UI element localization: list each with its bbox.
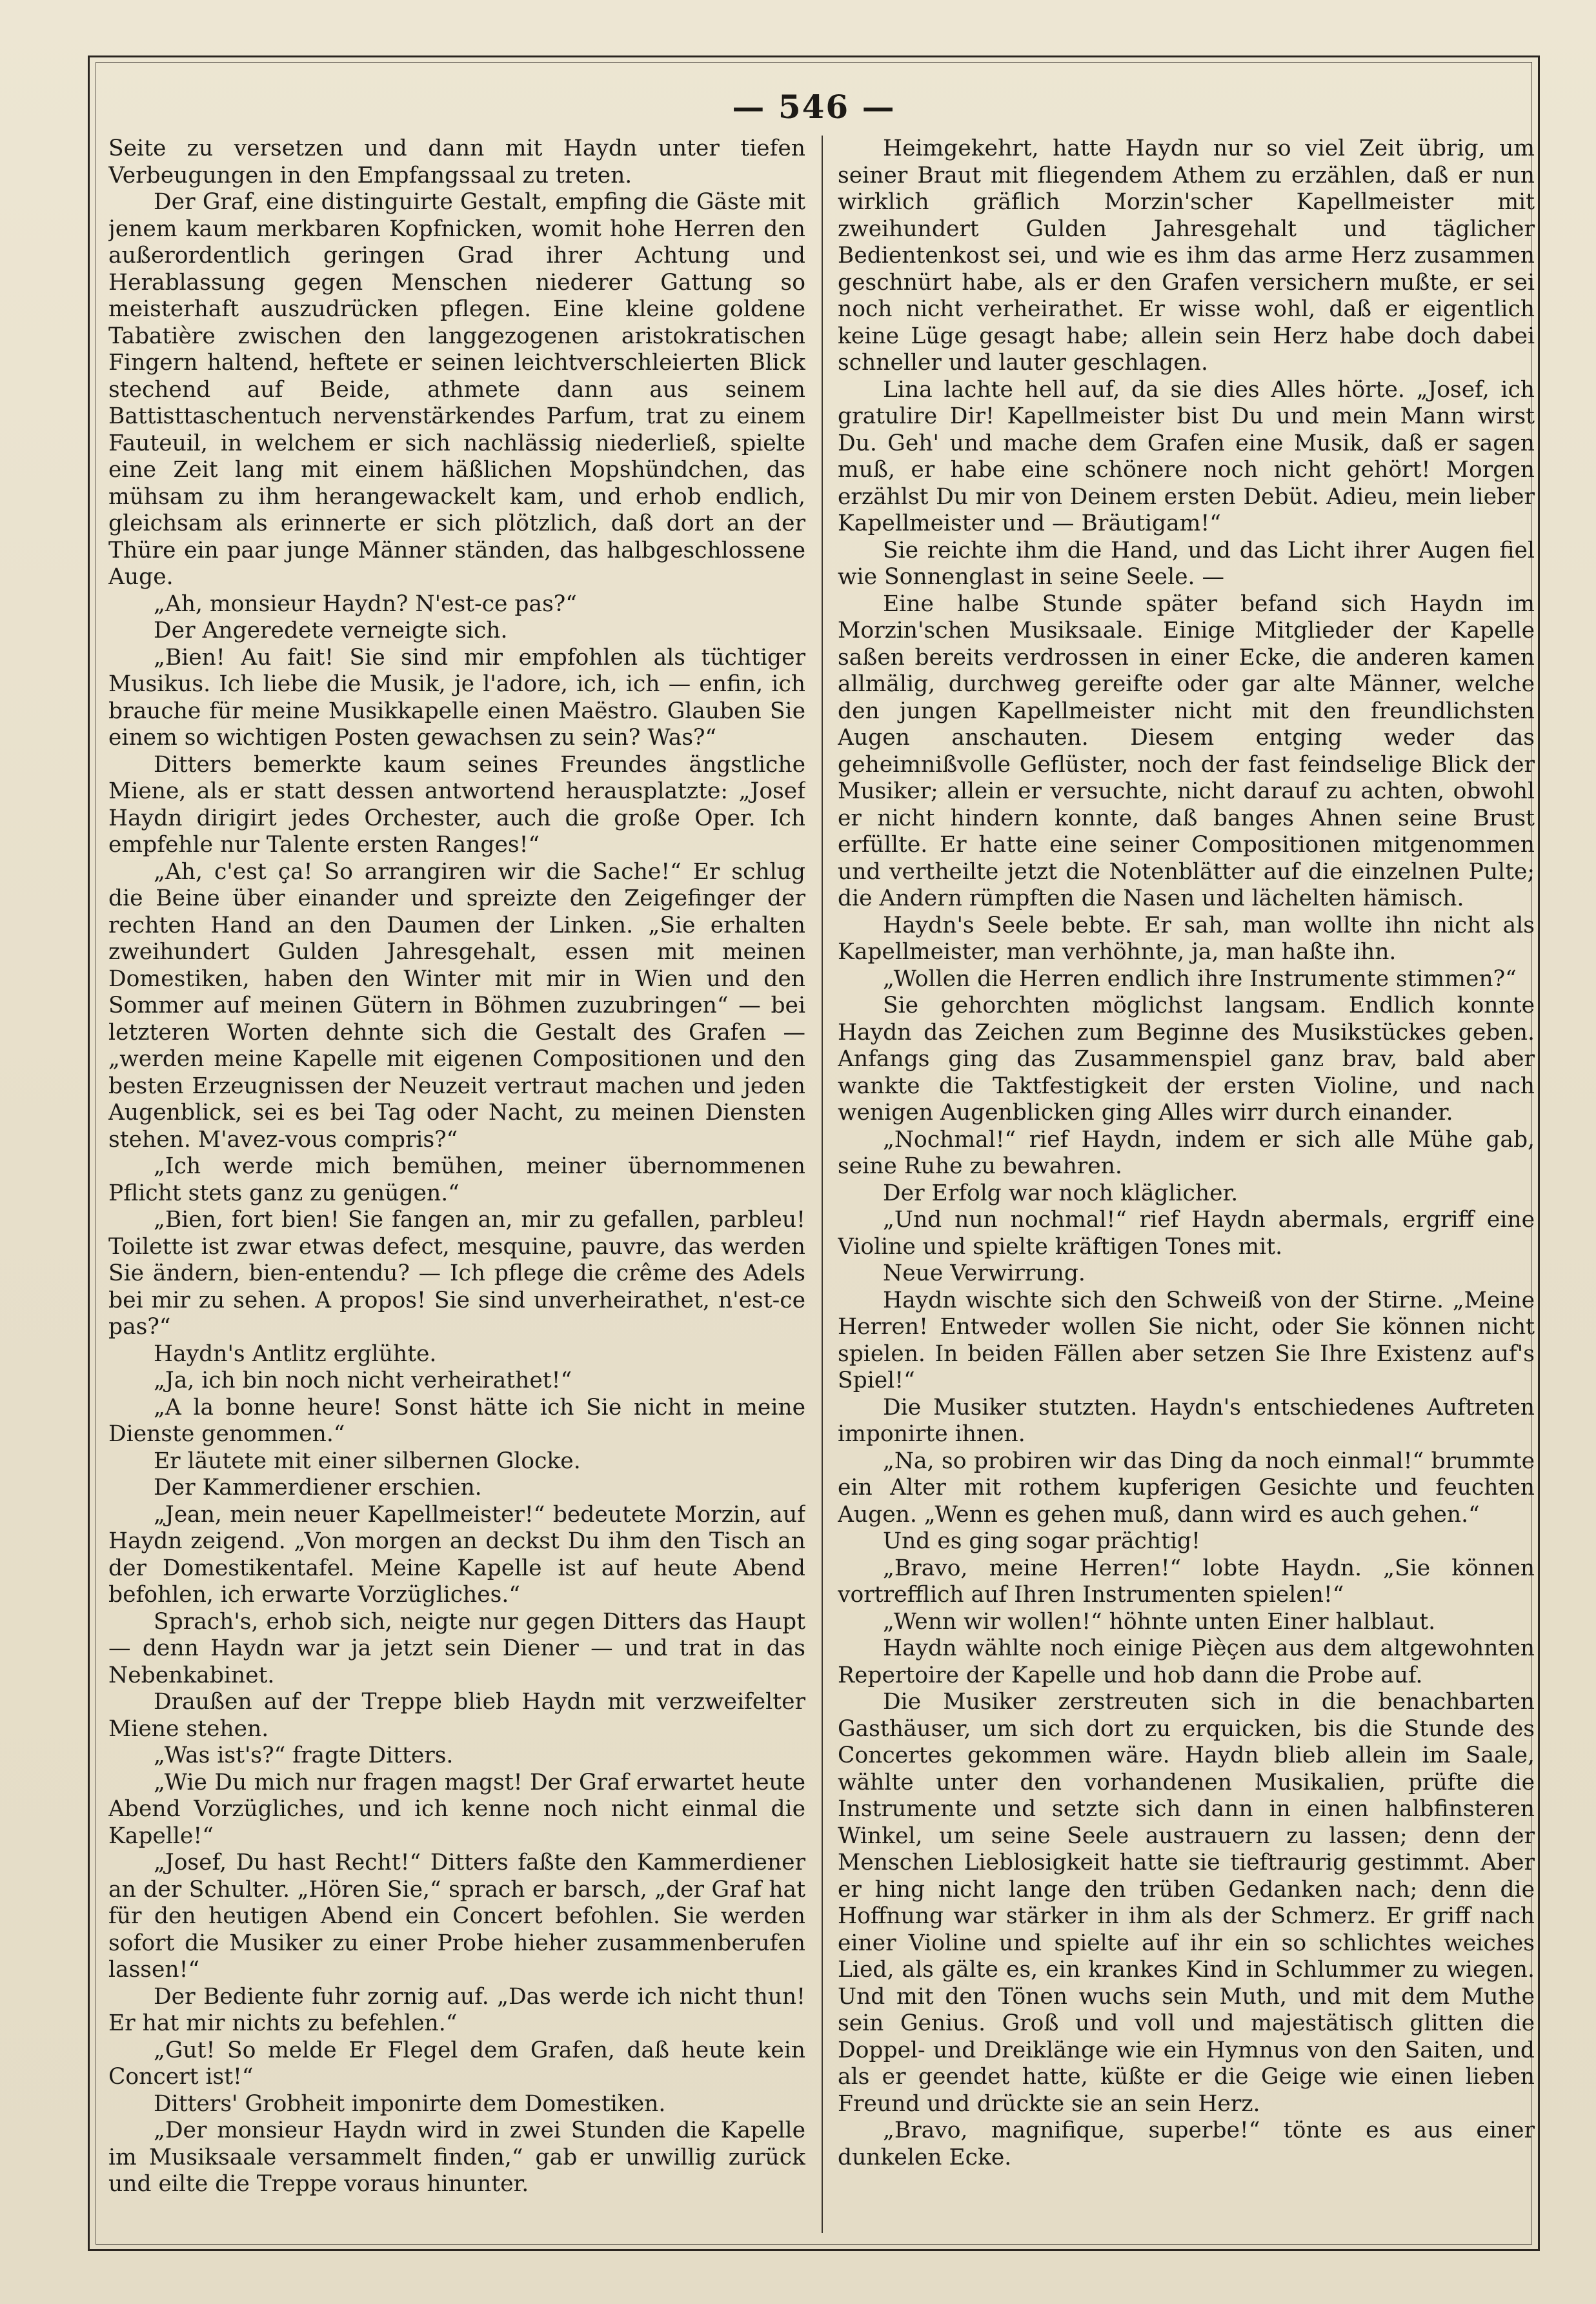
paragraph: Seite zu versetzen und dann mit Haydn unter tiefen Verbeugungen in den Empfangssaal zu treten.: [108, 136, 805, 188]
paragraph: Neue Verwirrung.: [883, 1260, 1086, 1286]
paragraph: „Bravo, magnifique, superbe!“ tönte es aus einer dunkelen Ecke.: [838, 2117, 1535, 2170]
paragraph: „Nochmal!“ rief Haydn, indem er sich alle Mühe gab, seine Ruhe zu bewahren.: [838, 1126, 1535, 1179]
paragraph: „Wie Du mich nur fragen magst! Der Graf erwartet heute Abend Vorzügliches, und ich kenne noch nicht einmal die Kapelle!“: [108, 1769, 805, 1849]
page-header: [96, 77, 1532, 142]
paragraph: Ditters bemerkte kaum seines Freundes ängstliche Miene, als er statt dessen antwortend herausplatzte: „Josef Haydn dirigirt jedes Orchester, auch die große Oper. Ich empfehle nur Talente ersten Ranges!“: [108, 751, 805, 858]
paragraph: „A la bonne heure! Sonst hätte ich Sie nicht in meine Dienste genommen.“: [108, 1394, 805, 1447]
paragraph: Er läutete mit einer silbernen Glocke.: [154, 1448, 581, 1474]
paragraph: Der Graf, eine distinguirte Gestalt, empfing die Gäste mit jenem kaum merkbaren Kopfnicken, womit hohe Herren den außerordentlich geringen Grad ihrer Achtung und Herablassung gegen Menschen niederer Gattung so meisterhaft auszudrücken pflegen. Eine kleine goldene Tabatière zwischen den langgezogenen aristokratischen Fingern haltend, heftete er seinen leichtverschleierten Blick stechend auf Beide, athmete dann aus seinem Battisttaschentuch nervenstärkendes Parfum, trat zu einem Fauteuil, in welchem er sich nachlässig niederließ, spielte eine Zeit lang mit einem häßlichen Mopshündchen, das mühsam zu ihm herangewackelt kam, und erhob endlich, gleichsam als erinnerte er sich plötzlich, daß dort an der Thüre ein paar junge Männer ständen, das halbgeschlossene Auge.: [108, 189, 805, 590]
paragraph: Heimgekehrt, hatte Haydn nur so viel Zeit übrig, um seiner Braut mit fliegendem Athem zu erzählen, daß er nun wirklich gräflich Morzin'scher Kapellmeister mit zweihundert Gulden Jahresgehalt und täglicher Bedientenkost sei, und wie es ihm das arme Herz zusammen geschnürt habe, als er den Grafen versichern mußte, er sei noch nicht verheirathet. Er wisse wohl, daß er eigentlich keine Lüge gesagt habe; allein sein Herz habe doch dabei schneller und lauter geschlagen.: [838, 136, 1535, 376]
paragraph: Ditters' Grobheit imponirte dem Domestiken.: [154, 2090, 666, 2117]
paragraph: „Josef, Du hast Recht!“ Ditters faßte den Kammerdiener an der Schulter. „Hören Sie,“ sprach er barsch, „der Graf hat für den heutigen Abend ein Concert befohlen. Sie werden sofort die Musiker zu einer Probe hieher zusammenberufen lassen!“: [108, 1850, 805, 1983]
paragraph: Sprach's, erhob sich, neigte nur gegen Ditters das Haupt — denn Haydn war ja jetzt sein Diener — und trat in das Nebenkabinet.: [108, 1608, 805, 1688]
paragraph: „Gut! So melde Er Flegel dem Grafen, daß heute kein Concert ist!“: [108, 2037, 805, 2090]
paragraph: „Wollen die Herren endlich ihre Instrumente stimmen?“: [883, 965, 1517, 992]
paragraph: Haydn's Seele bebte. Er sah, man wollte ihn nicht als Kapellmeister, man verhöhnte, ja, man haßte ihn.: [838, 912, 1535, 965]
paragraph: Haydn's Antlitz erglühte.: [154, 1340, 437, 1367]
paragraph: „Was ist's?“ fragte Ditters.: [154, 1743, 454, 1768]
paragraph: „Ah, c'est ça! So arrangiren wir die Sache!“ Er schlug die Beine über einander und spreizte den Zeigefinger der rechten Hand an den Daumen der Linken. „Sie erhalten zweihundert Gulden Jahresgehalt, essen mit meinen Domestiken, haben den Winter mit mir in Wien und den Sommer auf meinen Gütern in Böhmen zuzubringen“ — bei letzteren Worten dehnte sich die Gestalt des Grafen — „werden meine Kapelle mit eigenen Compositionen und den besten Erzeugnissen der Neuzeit vertraut machen und jeden Augenblick, sei es bei Tag oder Nacht, zu meinen Diensten stehen. M'avez-vous compris?“: [108, 858, 805, 1153]
paragraph: „Ich werde mich bemühen, meiner übernommenen Pflicht stets ganz zu genügen.“: [108, 1153, 805, 1206]
paragraph: Haydn wählte noch einige Pièçen aus dem altgewohnten Repertoire der Kapelle und hob dann die Probe auf.: [838, 1635, 1535, 1688]
page-number: — 546 —: [732, 88, 896, 126]
paragraph: Draußen auf der Treppe blieb Haydn mit verzweifelter Miene stehen.: [108, 1689, 805, 1742]
text-column-right: [838, 136, 1535, 2227]
column-divider: [822, 136, 823, 2233]
paragraph: „Und nun nochmal!“ rief Haydn abermals, ergriff eine Violine und spielte kräftigen Tones mit.: [838, 1207, 1535, 1260]
paragraph: Haydn wischte sich den Schweiß von der Stirne. „Meine Herren! Entweder wollen Sie nicht, oder Sie können nicht spielen. In beiden Fällen aber setzen Sie Ihre Existenz auf's Spiel!“: [838, 1287, 1535, 1393]
paragraph: Der Bediente fuhr zornig auf. „Das werde ich nicht thun! Er hat mir nichts zu befehlen.“: [108, 1983, 805, 2036]
paragraph: „Wenn wir wollen!“ höhnte unten Einer halblaut.: [883, 1608, 1436, 1635]
paragraph: Und es ging sogar prächtig!: [883, 1528, 1200, 1554]
paragraph: „Ah, monsieur Haydn? N'est-ce pas?“: [154, 591, 577, 617]
paragraph: Der Erfolg war noch kläglicher.: [883, 1180, 1238, 1206]
paragraph: Sie reichte ihm die Hand, und das Licht ihrer Augen fiel wie Sonnenglast in seine Seele. —: [838, 537, 1535, 590]
paragraph: Die Musiker zerstreuten sich in die benachbarten Gasthäuser, um sich dort zu erquicken, bis die Stunde des Concertes gekommen wäre. Haydn blieb allein im Saale, wählte unter den vorhandenen Musikalien, prüfte die Instrumente und setzte sich dann in einen halbfinsteren Winkel, um seine Seele austrauern zu lassen; denn der Menschen Lieblosigkeit hatte sie tieftraurig gestimmt. Aber er hing nicht lange den trüben Gedanken nach; denn die Hoffnung war stärker in ihm als der Schmerz. Er griff nach einer Violine und spielte auf ihr ein so schlichtes weiches Lied, als gälte es, ein krankes Kind in Schlummer zu wiegen. Und mit den Tönen wuchs sein Muth, und mit dem Muthe sein Genius. Groß und voll und majestätisch glitten die Doppel- und Dreiklänge wie ein Hymnus von den Saiten, und als er geendet hatte, küßte er die Geige wie einen lieben Freund und drückte sie an sein Herz.: [838, 1689, 1535, 2117]
paragraph: „Bien, fort bien! Sie fangen an, mir zu gefallen, parbleu! Toilette ist zwar etwas defect, mesquine, pauvre, das werden Sie ändern, bien-entendu? — Ich pflege die crême des Adels bei mir zu sehen. A propos! Sie sind unverheirathet, n'est-ce pas?“: [108, 1207, 805, 1340]
paragraph: Eine halbe Stunde später befand sich Haydn im Morzin'schen Musiksaale. Einige Mitglieder der Kapelle saßen bereits verdrossen in einer Ecke, die anderen kamen allmälig, durchweg gereifte oder gar alte Männer, welche den jungen Kapellmeister nicht mit den freundlichsten Augen anschauten. Diesem entging weder das geheimnißvolle Geflüster, noch der fast feindselige Blick der Musiker; allein er versuchte, nicht darauf zu achten, obwohl er nicht hindern konnte, daß banges Ahnen seine Brust erfüllte. Er hatte eine seiner Compositionen mitgenommen und vertheilte jetzt die Notenblätter auf die einzelnen Pulte; die Andern rümpften die Nasen und lächelten hämisch.: [838, 591, 1535, 911]
paragraph: Die Musiker stutzten. Haydn's entschiedenes Auftreten imponirte ihnen.: [838, 1394, 1535, 1447]
paragraph: „Jean, mein neuer Kapellmeister!“ bedeutete Morzin, auf Haydn zeigend. „Von morgen an deckst Du ihm den Tisch an der Domestikentafel. Meine Kapelle ist auf heute Abend befohlen, ich erwarte Vorzügliches.“: [108, 1501, 805, 1608]
paragraph: „Ja, ich bin noch nicht verheirathet!“: [154, 1368, 572, 1393]
paragraph: „Der monsieur Haydn wird in zwei Stunden die Kapelle im Musiksaale versammelt finden,“ gab er unwillig zurück und eilte die Treppe voraus hinunter.: [108, 2117, 805, 2197]
paragraph: Der Kammerdiener erschien.: [154, 1475, 482, 1501]
paragraph: Der Angeredete verneigte sich.: [154, 618, 508, 643]
paragraph: „Bien! Au fait! Sie sind mir empfohlen als tüchtiger Musikus. Ich liebe die Musik, je l'adore, ich, ich — enfin, ich brauche für meine Musikkapelle einen Maëstro. Glauben Sie einem so wichtigen Posten gewachsen zu sein? Was?“: [108, 644, 805, 751]
paragraph: Sie gehorchten möglichst langsam. Endlich konnte Haydn das Zeichen zum Beginne des Musikstückes geben. Anfangs ging das Zusammenspiel ganz brav, bald aber wankte die Taktfestigkeit der ersten Violine, und nach wenigen Augenblicken ging Alles wirr durch einander.: [838, 993, 1535, 1126]
paragraph: „Na, so probiren wir das Ding da noch einmal!“ brummte ein Alter mit rothem kupferigen Gesichte und feuchten Augen. „Wenn es gehen muß, dann wird es auch gehen.“: [838, 1448, 1535, 1528]
text-column-left: [108, 136, 805, 2227]
paragraph: „Bravo, meine Herren!“ lobte Haydn. „Sie können vortrefflich auf Ihren Instrumenten spielen!“: [838, 1555, 1535, 1608]
paragraph: Lina lachte hell auf, da sie dies Alles hörte. „Josef, ich gratulire Dir! Kapellmeister bist Du und mein Mann wirst Du. Geh' und mache dem Grafen eine Musik, daß er sagen muß, er habe eine schönere noch nicht gehört! Morgen erzählst Du mir von Deinem ersten Debüt. Adieu, mein lieber Kapellmeister und — Bräutigam!“: [838, 376, 1535, 536]
